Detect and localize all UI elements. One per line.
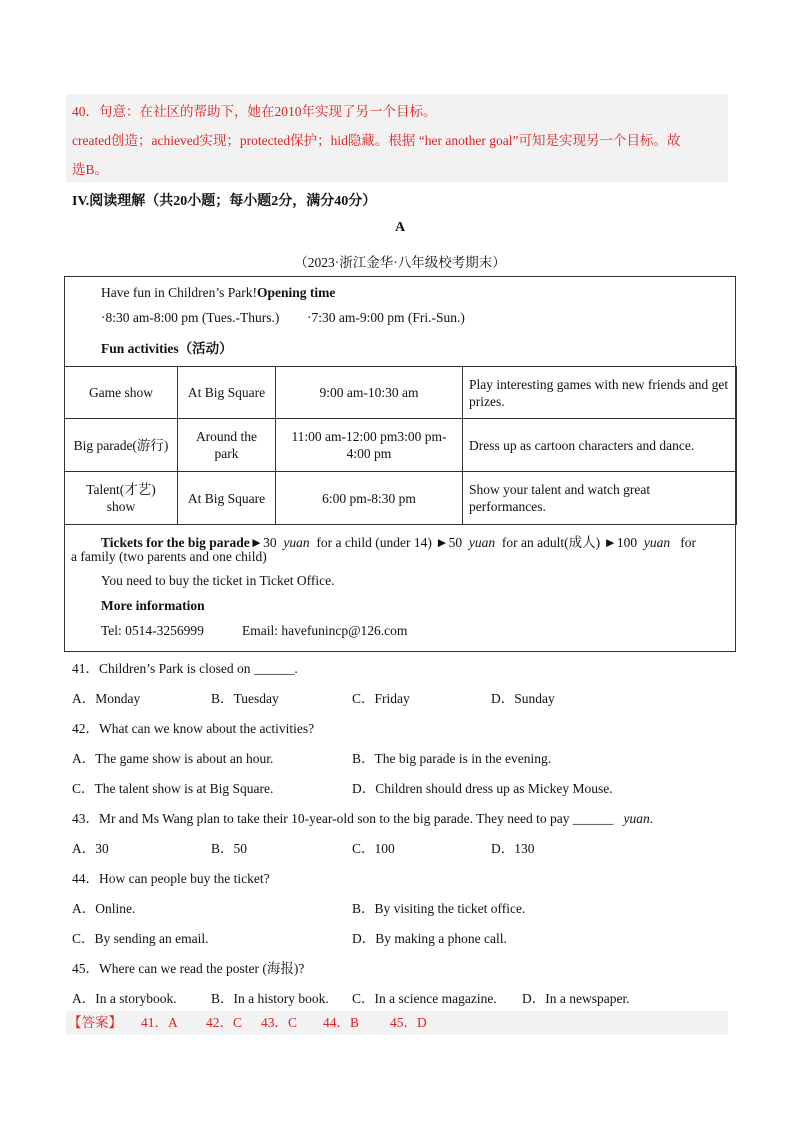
question-43-end: . xyxy=(649,811,654,826)
activity-desc: Dress up as cartoon characters and dance. xyxy=(463,419,737,472)
fun-activities-label: Fun activities（活动） xyxy=(101,341,233,356)
park-poster xyxy=(64,276,736,652)
tickets-label: Tickets for the big parade xyxy=(101,535,250,550)
question-42: 42．What can we know about the activities? xyxy=(72,721,315,736)
tickets-line xyxy=(101,531,696,551)
option-41-c[interactable]: C．Friday xyxy=(352,691,410,706)
ticket-unit: yuan xyxy=(643,535,671,550)
more-info-label: More information xyxy=(101,598,205,613)
option-45-c[interactable]: C．In a science magazine. xyxy=(352,991,497,1006)
question-43-stem: 43．Mr and Ms Wang plan to take their 10-year-old son to the big parade. They need to pay ______ xyxy=(72,811,614,826)
ticket-child-text: for a child (under 14) xyxy=(316,535,432,550)
passage-letter: A xyxy=(394,220,406,235)
option-41-d[interactable]: D．Sunday xyxy=(491,691,555,706)
question-43-unit: yuan xyxy=(623,811,650,826)
answer-label: 【答案】 xyxy=(68,1015,122,1030)
option-42-c[interactable]: C．The talent show is at Big Square. xyxy=(72,781,274,796)
option-45-a[interactable]: A．In a storybook. xyxy=(72,991,177,1006)
activity-place: At Big Square xyxy=(178,472,276,525)
answer-41: 41．A xyxy=(141,1015,178,1030)
activity-time: 9:00 am-10:30 am xyxy=(276,367,463,419)
question-41: 41．Children’s Park is closed on ______. xyxy=(72,661,298,676)
option-42-b[interactable]: B．The big parade is in the evening. xyxy=(352,751,552,766)
explanation-line-3: 选B。 xyxy=(72,162,109,177)
question-44: 44．How can people buy the ticket? xyxy=(72,871,270,886)
activity-name: Big parade(游行) xyxy=(65,419,178,472)
option-42-d[interactable]: D．Children should dress up as Mickey Mouse. xyxy=(352,781,613,796)
activity-place: At Big Square xyxy=(178,367,276,419)
option-44-b[interactable]: B．By visiting the ticket office. xyxy=(352,901,526,916)
activity-place: Around the park xyxy=(178,419,276,472)
option-43-b[interactable]: B．50 xyxy=(211,841,248,856)
option-45-b[interactable]: B．In a history book. xyxy=(211,991,329,1006)
option-44-a[interactable]: A．Online. xyxy=(72,901,136,916)
activity-name: Game show xyxy=(65,367,178,419)
arrow-icon: ► xyxy=(435,535,449,550)
tel-text: Tel: 0514-3256999 xyxy=(101,623,204,638)
section-title: IV.阅读理解（共20小题；每小题2分，满分40分） xyxy=(72,194,377,209)
activity-time: 6:00 pm-8:30 pm xyxy=(276,472,463,525)
opening-time-1: ·8:30 am-8:00 pm (Tues.-Thurs.) xyxy=(101,310,280,325)
answer-44: 44．B xyxy=(323,1015,360,1030)
ticket-family-text: for xyxy=(680,535,696,550)
activity-name: Talent(才艺) show xyxy=(65,472,178,525)
explanation-line-2: created创造；achieved实现；protected保护；hid隐藏。根据 “her another goal”可知是实现另一个目标。故 xyxy=(72,133,681,148)
answer-45: 45．D xyxy=(390,1015,427,1030)
ticket-adult-price: 50 xyxy=(448,535,463,550)
ticket-family-price: 100 xyxy=(616,535,638,550)
question-43 xyxy=(72,807,653,827)
option-43-c[interactable]: C．100 xyxy=(352,841,395,856)
arrow-icon: ► xyxy=(603,535,617,550)
option-43-d[interactable]: D．130 xyxy=(491,841,535,856)
option-43-a[interactable]: A．30 xyxy=(72,841,109,856)
table-row xyxy=(65,472,737,525)
arrow-icon: ► xyxy=(249,535,264,550)
activities-table xyxy=(64,366,737,525)
table-row xyxy=(65,419,737,472)
option-42-a[interactable]: A．The game show is about an hour. xyxy=(72,751,274,766)
question-45: 45．Where can we read the poster (海报)? xyxy=(72,961,305,976)
activity-desc: Play interesting games with new friends and get prizes. xyxy=(463,367,737,419)
option-41-b[interactable]: B．Tuesday xyxy=(211,691,279,706)
buy-note: You need to buy the ticket in Ticket Office. xyxy=(101,573,335,588)
option-44-d[interactable]: D．By making a phone call. xyxy=(352,931,507,946)
activity-time: 11:00 am-12:00 pm3:00 pm-4:00 pm xyxy=(276,419,463,472)
explanation-box xyxy=(66,94,728,182)
passage-source: （2023·浙江金华·八年级校考期末） xyxy=(294,255,506,270)
ticket-child-price: 30 xyxy=(263,535,277,550)
explanation-line-1: 40．句意：在社区的帮助下，她在2010年实现了另一个目标。 xyxy=(72,104,437,119)
ticket-unit: yuan xyxy=(283,535,310,550)
option-41-a[interactable]: A．Monday xyxy=(72,691,141,706)
answer-key xyxy=(66,1011,728,1035)
ticket-family-line: a family (two parents and one child) xyxy=(71,549,267,564)
table-row xyxy=(65,367,737,419)
answer-42: 42．C xyxy=(206,1015,243,1030)
poster-intro: Have fun in Children’s Park! xyxy=(101,285,257,300)
opening-time-2: ·7:30 am-9:00 pm (Fri.-Sun.) xyxy=(307,310,465,325)
ticket-adult-text: for an adult(成人) xyxy=(501,535,601,550)
ticket-unit: yuan xyxy=(468,535,496,550)
answer-43: 43．C xyxy=(261,1015,298,1030)
email-text: Email: havefunincp@126.com xyxy=(242,623,408,638)
option-44-c[interactable]: C．By sending an email. xyxy=(72,931,209,946)
option-45-d[interactable]: D．In a newspaper. xyxy=(522,991,630,1006)
opening-time-label: Opening time xyxy=(256,285,336,300)
activity-desc: Show your talent and watch great performances. xyxy=(463,472,737,525)
poster-intro-line xyxy=(101,285,335,301)
